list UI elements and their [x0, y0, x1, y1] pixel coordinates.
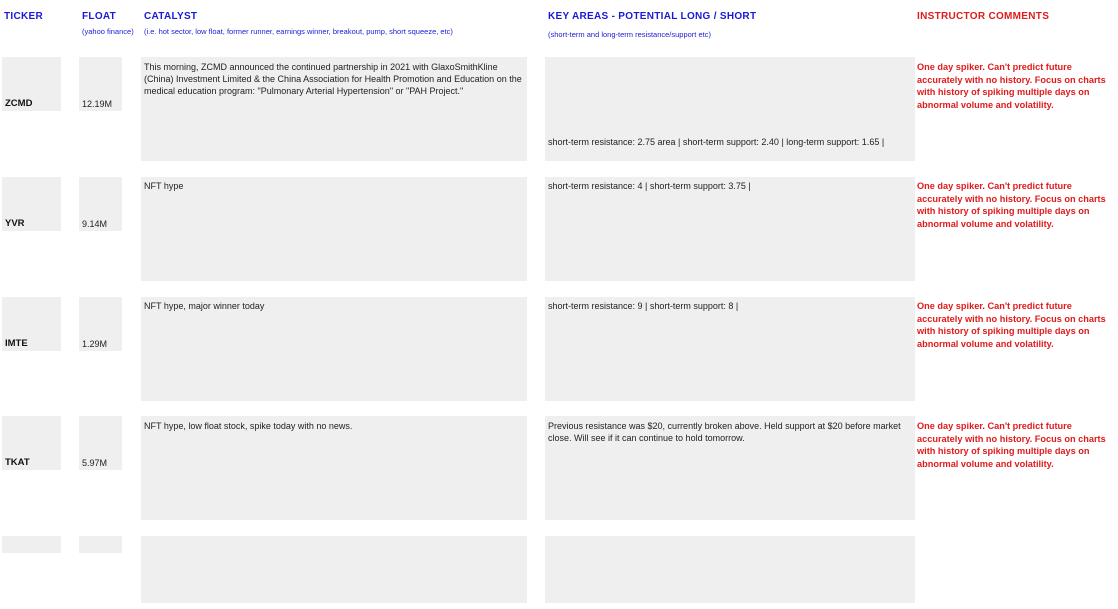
catalyst-cell[interactable] [141, 177, 527, 281]
header-instructor-comments: INSTRUCTOR COMMENTS [917, 11, 1050, 22]
catalyst-subheader: (i.e. hot sector, low float, former runner, earnings winner, breakout, pump, short squeeze, etc) [144, 27, 453, 36]
ticker-text: ZCMD [5, 98, 33, 109]
ticker-text: IMTE [5, 338, 28, 349]
float-text: 9.14M [82, 219, 108, 229]
catalyst-text: NFT hype, major winner today [144, 301, 265, 311]
header-catalyst: CATALYST [144, 11, 198, 22]
key-areas-cell[interactable] [545, 177, 915, 281]
float-text: 1.29M [82, 339, 108, 349]
float-text: 5.97M [82, 458, 108, 468]
key-areas-text: short-term resistance: 9 | short-term support: 8 | [548, 301, 739, 311]
instructor-comment: One day spiker. Can't predict future accurately with no history. Focus on charts with history of spiking multiple days on abnormal volume and volatility. [917, 62, 1106, 110]
key-areas-text: short-term resistance: 2.75 area | short-term support: 2.40 | long-term support: 1.65 | [548, 137, 885, 147]
instructor-comment: One day spiker. Can't predict future accurately with no history. Focus on charts with history of spiking multiple days on abnormal volume and volatility. [917, 181, 1106, 229]
float-subheader: (yahoo finance) [82, 27, 134, 36]
instructor-comment: One day spiker. Can't predict future accurately with no history. Focus on charts with history of spiking multiple days on abnormal volume and volatility. [917, 421, 1106, 469]
key-areas-text: Previous resistance was $20, currently broken above. Held support at $20 before market close. Will see if it can continue to hold tomorrow. [548, 421, 901, 443]
key-areas-cell[interactable] [545, 297, 915, 401]
catalyst-text: This morning, ZCMD announced the continued partnership in 2021 with GlaxoSmithKline (China) Investment Limited & the China Association for Health Promotion and Education on the medical education program: "Pulmonary Arterial Hypertension" or "PAH Project." [144, 62, 522, 96]
key-areas-cell-empty[interactable] [545, 536, 915, 603]
ticker-cell-empty[interactable] [2, 536, 61, 553]
ticker-text: TKAT [5, 457, 30, 468]
header-key-areas: KEY AREAS - POTENTIAL LONG / SHORT [548, 11, 757, 22]
catalyst-cell-empty[interactable] [141, 536, 527, 603]
catalyst-text: NFT hype [144, 181, 184, 191]
ticker-text: YVR [5, 218, 25, 229]
key-areas-subheader: (short-term and long-term resistance/support etc) [548, 30, 711, 39]
instructor-comment: One day spiker. Can't predict future accurately with no history. Focus on charts with history of spiking multiple days on abnormal volume and volatility. [917, 301, 1106, 349]
header-ticker: TICKER [4, 11, 44, 22]
catalyst-text: NFT hype, low float stock, spike today with no news. [144, 421, 353, 431]
catalyst-cell[interactable] [141, 297, 527, 401]
header-float: FLOAT [82, 11, 117, 22]
float-text: 12.19M [82, 99, 113, 109]
float-cell-empty[interactable] [79, 536, 122, 553]
key-areas-text: short-term resistance: 4 | short-term support: 3.75 | [548, 181, 751, 191]
